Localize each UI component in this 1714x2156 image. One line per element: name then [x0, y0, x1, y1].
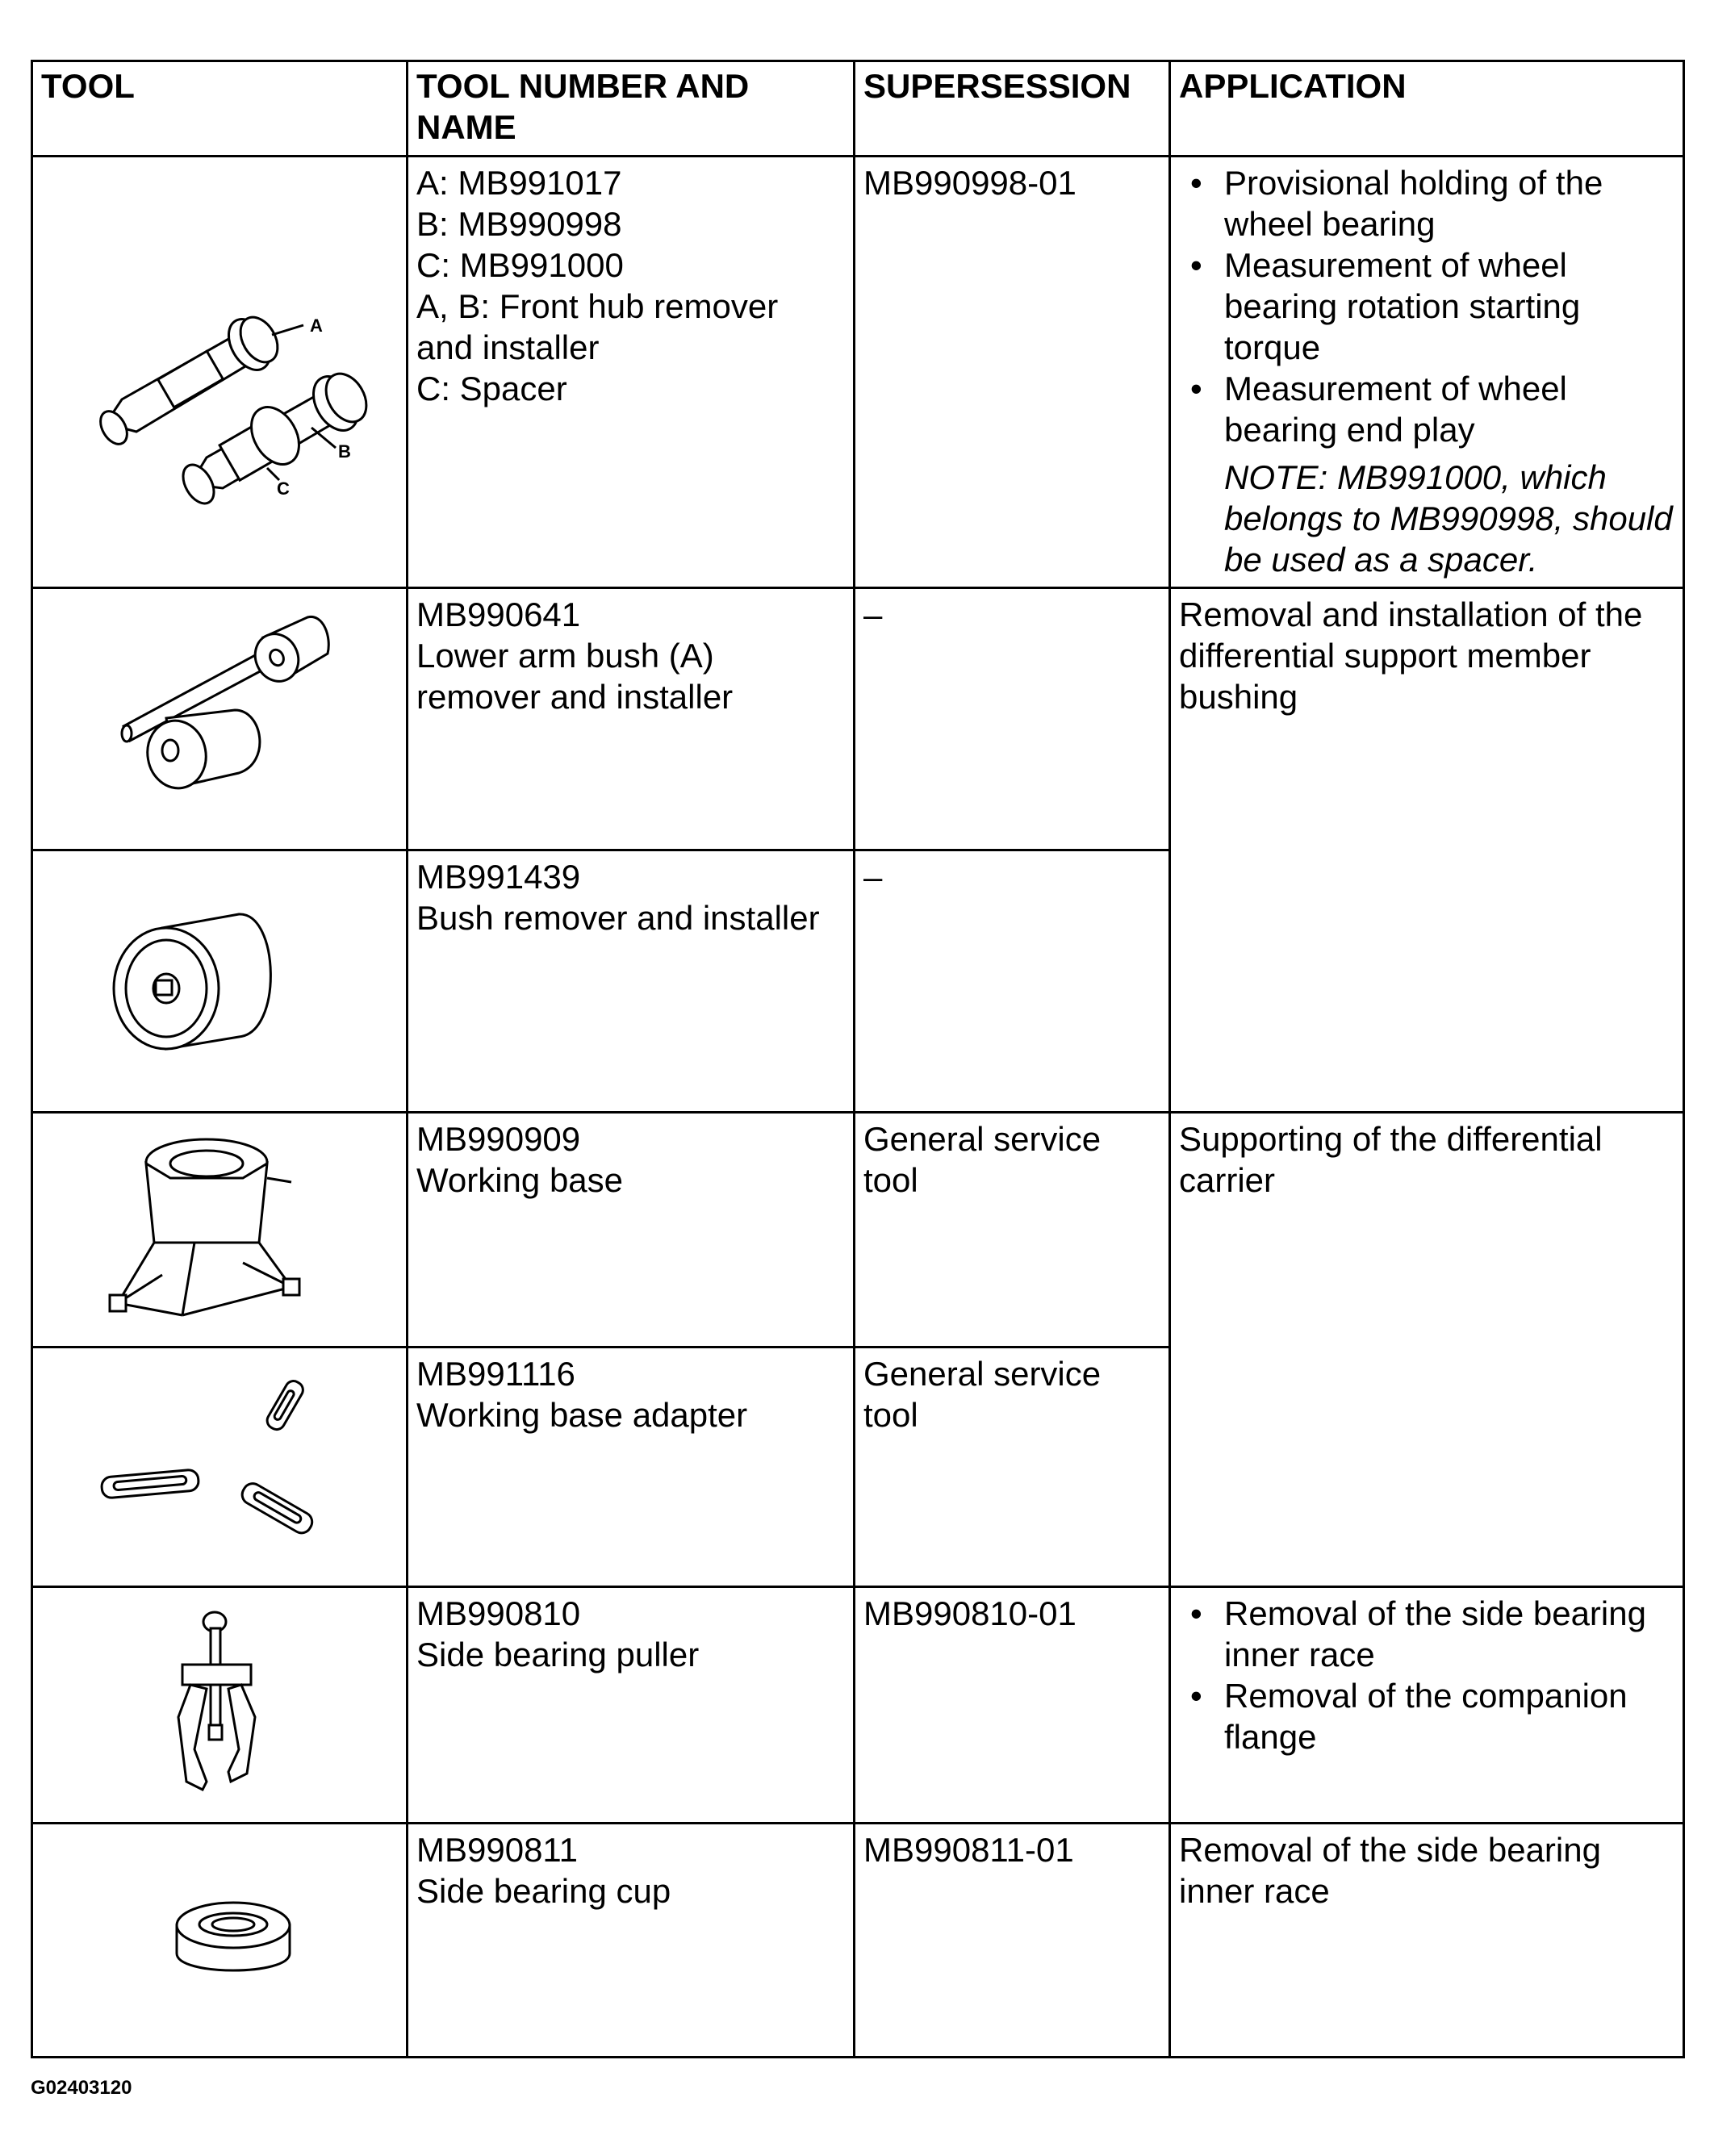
- label-a: A: [310, 315, 323, 336]
- tool-image-cell: [32, 157, 408, 588]
- table-row: [32, 588, 1684, 850]
- tool-name-line: and installer: [416, 328, 600, 366]
- tool-number-line: A: MB991017: [416, 164, 622, 202]
- application-cell: [1170, 1587, 1684, 1824]
- special-tools-table: [31, 60, 1685, 2058]
- tool-image-cell: [32, 1824, 408, 2058]
- tool-number-line: MB991116: [416, 1355, 575, 1393]
- tool-image-cell: [32, 588, 408, 850]
- application-item: • Removal of the companion flange: [1179, 1675, 1674, 1757]
- tool-number-line: MB990811: [416, 1831, 579, 1869]
- application-item: • Measurement of wheel bearing end play: [1179, 368, 1674, 450]
- label-b: B: [338, 441, 351, 462]
- application-note: NOTE: MB991000, which belongs to MB990998, should be used as a spacer.: [1224, 458, 1673, 579]
- table-row: [32, 157, 1684, 588]
- application-cell: Removal of the side bearing inner race: [1170, 1824, 1684, 2058]
- tool-name-line: Working base adapter: [416, 1396, 748, 1434]
- application-item: • Measurement of wheel bearing rotation starting torque: [1179, 244, 1674, 368]
- table-header-row: [32, 61, 1684, 157]
- supersession-cell: –: [855, 850, 1170, 1113]
- application-cell: Supporting of the differential carrier: [1170, 1113, 1684, 1587]
- working-base-icon: [33, 1114, 408, 1348]
- table-row: [32, 1824, 1684, 2058]
- supersession-cell: –: [855, 588, 1170, 850]
- application-list: [1179, 162, 1674, 450]
- tool-number-line: MB990810: [416, 1594, 581, 1632]
- tool-name-line: remover and installer: [416, 678, 734, 716]
- lower-arm-bush-remover-icon: [33, 589, 408, 851]
- tool-number-name-cell: [408, 157, 855, 588]
- tool-name-line: Bush remover and installer: [416, 899, 820, 937]
- tool-number-line: MB991439: [416, 858, 581, 896]
- tool-name-line: A, B: Front hub remover: [416, 287, 779, 325]
- tool-number-name-cell: [408, 850, 855, 1113]
- working-base-adapter-icon: [33, 1348, 408, 1588]
- side-bearing-cup-icon: [33, 1824, 408, 2058]
- table-row: [32, 1113, 1684, 1348]
- tool-image-cell: [32, 1113, 408, 1348]
- tool-image-cell: [32, 850, 408, 1113]
- supersession-cell: MB990998-01: [855, 157, 1170, 588]
- tool-name-line: Lower arm bush (A): [416, 637, 714, 675]
- label-c: C: [277, 478, 290, 499]
- table-row: [32, 1587, 1684, 1824]
- application-item: • Provisional holding of the wheel bearing: [1179, 162, 1674, 244]
- supersession-cell: MB990811-01: [855, 1824, 1170, 2058]
- tool-number-name-cell: [408, 588, 855, 850]
- tool-number-name-cell: [408, 1824, 855, 2058]
- front-hub-remover-installer-icon: [33, 157, 408, 589]
- bush-remover-installer-icon: [33, 851, 408, 1114]
- side-bearing-puller-icon: [33, 1588, 408, 1824]
- tool-number-line: C: MB991000: [416, 246, 624, 284]
- tool-number-line: B: MB990998: [416, 205, 622, 243]
- figure-id: G02403120: [31, 2077, 132, 2099]
- header-tool: TOOL: [32, 61, 408, 157]
- tool-name-line: Side bearing cup: [416, 1872, 671, 1910]
- tool-number-name-cell: [408, 1113, 855, 1348]
- header-application: APPLICATION: [1170, 61, 1684, 157]
- tool-name-line: Working base: [416, 1161, 624, 1199]
- header-supersession: SUPERSESSION: [855, 61, 1170, 157]
- tool-number-name-cell: [408, 1587, 855, 1824]
- tool-image-cell: [32, 1587, 408, 1824]
- tool-name-line: C: Spacer: [416, 370, 567, 407]
- application-item: • Removal of the side bearing inner race: [1179, 1593, 1674, 1675]
- tool-number-line: MB990909: [416, 1120, 581, 1158]
- application-cell: Removal and installation of the differential support member bushing: [1170, 588, 1684, 1113]
- tool-number-name-cell: [408, 1348, 855, 1587]
- tool-number-line: MB990641: [416, 595, 581, 633]
- application-list: [1179, 1593, 1674, 1757]
- tool-image-cell: [32, 1348, 408, 1587]
- header-tool-number-name: TOOL NUMBER AND NAME: [408, 61, 855, 157]
- supersession-cell: MB990810-01: [855, 1587, 1170, 1824]
- tool-name-line: Side bearing puller: [416, 1636, 700, 1673]
- application-cell: [1170, 157, 1684, 588]
- supersession-cell: General service tool: [855, 1348, 1170, 1587]
- supersession-cell: General service tool: [855, 1113, 1170, 1348]
